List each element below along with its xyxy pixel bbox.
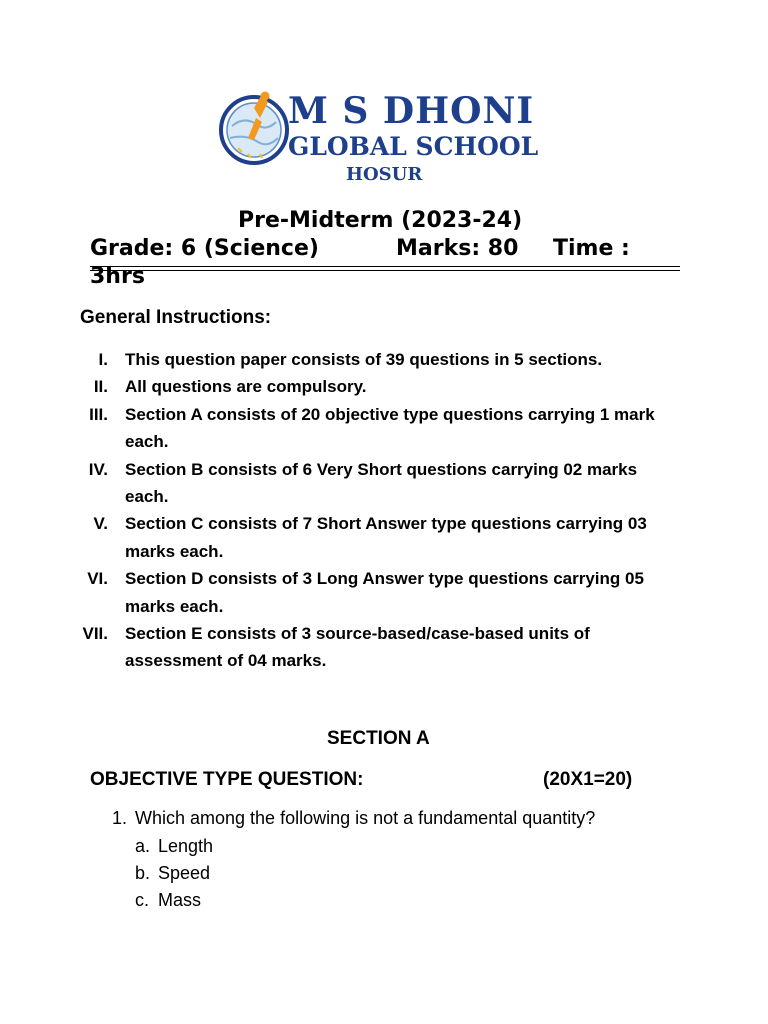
instruction-text: All questions are compulsory. [125,377,367,397]
instruction-number: VII. [82,624,108,644]
instruction-text-cont: marks each. [125,541,224,561]
option-label: b. [135,863,151,883]
instruction-item [70,510,690,565]
instruction-item [70,401,690,456]
instruction-text-cont: each. [125,432,169,452]
instruction-number: IV. [88,459,108,479]
option-text: Length [158,836,214,856]
instruction-text: Section A consists of 20 objective type questions carrying 1 mark [125,404,655,424]
general-instructions-heading: General Instructions: [80,307,272,328]
instruction-item [70,620,690,675]
globe-emblem-icon [218,88,290,170]
instruction-text: Section C consists of 7 Short Answer type questions carrying 03 [125,514,647,534]
marks-label: Marks: 80 [396,236,519,261]
instruction-item [70,373,690,400]
instruction-text-cont: assessment of 04 marks. [125,651,327,671]
instruction-number: V. [93,514,108,534]
instruction-number: II. [93,377,108,397]
instruction-text: Section D consists of 3 Long Answer type questions carrying 05 [125,569,644,589]
time-label: Time : [553,236,630,261]
question-number: 1. [112,808,128,828]
instruction-number: III. [89,404,108,424]
instruction-number: I. [98,350,108,369]
exam-title: Pre-Midterm (2023-24) [238,208,523,233]
instruction-text: This question paper consists of 39 questions in 5 sections. [125,350,603,369]
instruction-text: Section B consists of 6 Very Short questions carrying 02 marks [125,459,638,479]
school-subtitle: GLOBAL SCHOOL [288,132,539,161]
section-a-title: SECTION A [327,728,430,749]
instruction-item [70,346,690,373]
option-text: Speed [158,863,211,883]
header-divider [90,266,680,267]
option-text: Mass [158,890,202,910]
instruction-item [70,565,690,620]
option-label: a. [135,836,151,856]
school-city: HOSUR [346,164,423,185]
school-logo [218,88,548,190]
instructions-list [70,346,690,675]
option-label: c. [135,890,150,910]
instruction-item [70,456,690,511]
question-text: Which among the following is not a fundamental quantity? [135,808,596,828]
instruction-text: Section E consists of 3 source-based/case-based units of [125,624,590,644]
grade-label: Grade: 6 (Science) [90,236,319,261]
section-a-subtitle: OBJECTIVE TYPE QUESTION: [90,769,364,790]
school-name: M S DHONI [288,90,535,132]
section-a-marks: (20X1=20) [543,769,633,790]
instruction-text-cont: each. [125,487,169,507]
header-divider-double [90,270,680,271]
instruction-text-cont: marks each. [125,596,224,616]
instruction-number: VI. [87,569,108,589]
time-value: 3hrs [90,264,145,289]
